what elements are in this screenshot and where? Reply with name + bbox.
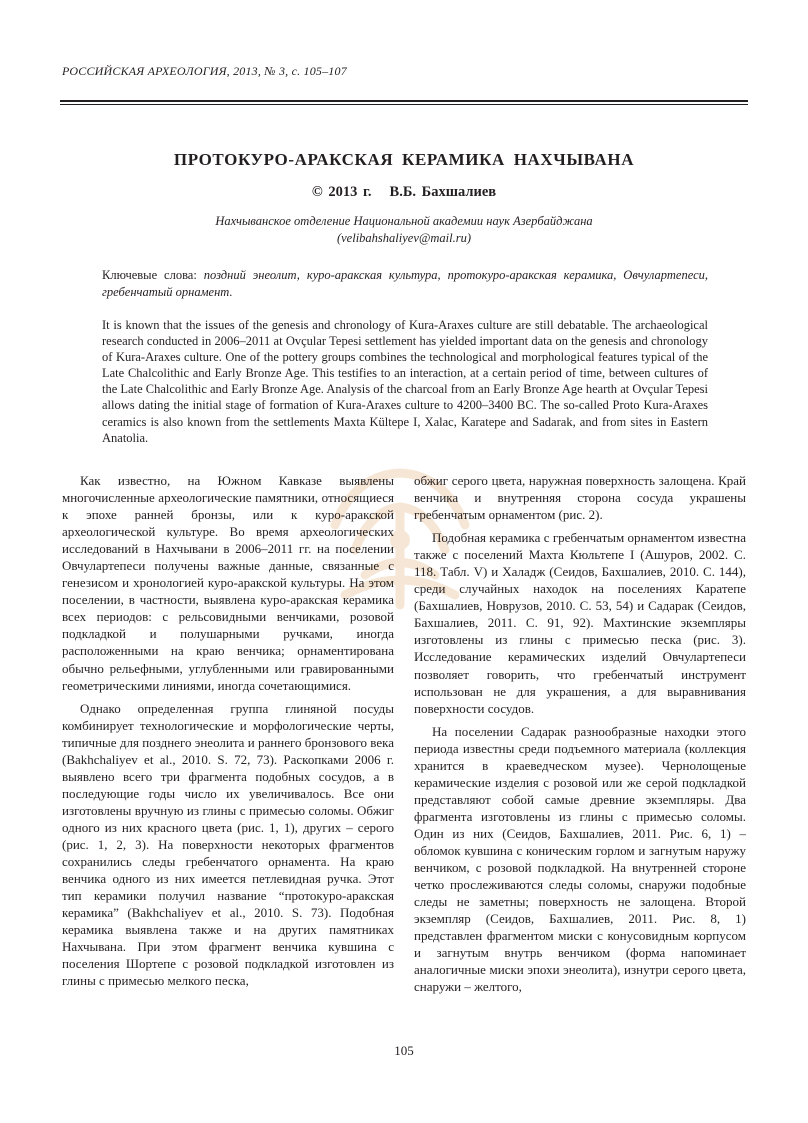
header-rule-thin <box>60 104 748 105</box>
body-paragraph: На поселении Садарак разнообразные находки этого периода известны среди подъемного материала (коллекция хранится в краеведческом музее). Чернолощеные керамические изделия с розовой или же серой подкладкой представляют собой самые древние экземпляры. Два фрагмента изготовлены из глины с примесью соломы. Один из них (Сеидов, Бахшалиев, 2011. Рис. 6, 1) – обломок кувшина с коническим горлом и загнутым наружу венчиком, с розовой подкладкой. На внутренней стороне четко прослеживаются следы соломы, снаружи подобные следы не заметны; поверхность не залощена. Второй экземпляр (Сеидов, Бахшалиев, 2011. Рис. 8, 1) представлен фрагментом миски с конусовидным корпусом и загнутым внутрь венчиком (форма напоминает аналогичные миски эпохи энеолита), изнутри серого цвета, снаружи – желтого, <box>414 723 746 995</box>
affiliation: Нахчыванское отделение Национальной академии наук Азербайджана <box>215 214 593 228</box>
article-title: ПРОТОКУРО-АРАКСКАЯ КЕРАМИКА НАХЧЫВАНА <box>173 150 635 169</box>
copyright-year: © 2013 г. <box>311 184 372 200</box>
running-head: РОССИЙСКАЯ АРХЕОЛОГИЯ, 2013, № 3, с. 105–107 <box>62 64 347 78</box>
author-name: В.Б. Бахшалиев <box>389 184 497 200</box>
byline <box>60 184 748 201</box>
body-paragraph: обжиг серого цвета, наружная поверхность залощена. Край венчика и внутренняя сторона сосуда украшены гребенчатым орнаментом (рис. 2). <box>414 473 746 523</box>
body-paragraph: Подобная керамика с гребенчатым орнаментом известна также с поселений Махта Кюльтепе I (Ашуров, 2002. С. 118. Табл. V) и Халадж (Сеидов, Бахшалиев, 2010. С. 144), среди случайных находок на поселениях Каратепе (Бахшалиев, Новрузов, 2010. С. 53, 54) и Садарак (Сеидов, Бахшалиев, 2011. С. 91, 92). Махтинские экземпляры изготовлены из глины с примесью песка (рис. 3). Исследование керамических изделий Овчулартепеси позволяет говорить, что гребенчатый инструмент использован не для украшения, а для выравнивания поверхности сосудов. <box>414 530 746 716</box>
body-column-right <box>414 472 746 1001</box>
header-rule-thick <box>60 100 748 102</box>
keywords-label: Ключевые слова: <box>102 268 197 282</box>
author-email: (velibahshaliyev@mail.ru) <box>336 231 472 245</box>
page-number: 105 <box>394 1043 414 1058</box>
body-paragraph: Как известно, на Южном Кавказе выявлены многочисленные археологические памятники, относящиеся к эпохе ранней бронзы, или к куро-аракской археологической культуре. Во время археологических исследований в Нахчывани в 2006–2011 гг. на поселении Овчулартепеси получены важные данные, связанные с генезисом и хронологией куро-аракской культуры. На этом поселении, в частности, выявлена куро-аракская керамика всех периодов: с рельсовидными венчиками, розовой подкладкой и полушарными ручками, иногда расположенными на краю венчика; орнаментирована обычно рельефными, углубленными или гравированными геометрическими линиями, иногда сочетающимися. <box>62 473 394 693</box>
body-paragraph: Однако определенная группа глиняной посуды комбинирует технологические и морфологические черты, типичные для позднего энеолита и раннего бронзового века (Bakhchaliyev et al., 2010. S. 72, 73). Раскопками 2006 г. выявлено всего три фрагмента подобных сосудов, а в последующие годы число их увеличивалось. Все они изготовлены вручную из глины с примесью соломы. Обжиг одного из них красного цвета (рис. 1, 1), других – серого (рис. 1, 2, 3). На поверхности некоторых фрагментов сохранились следы гребенчатого орнамента. На краю венчика одного из них имеется петлевидная ручка. Этот тип керамики получил название “протокуро-аракская керамика” (Bakhchaliyev et al., 2010. S. 73). Подобная керамика выявлена также и на других памятниках Нахчывана. При этом фрагмент венчика кувшина с поселения Шортепе с розовой подкладкой изготовлен из глины с примесью мелкого песка, <box>62 700 394 989</box>
keywords-block <box>102 267 708 301</box>
abstract: It is known that the issues of the genesis and chronology of Kura-Araxes culture are still debatable. The archaeological research conducted in 2006–2011 at Ovçular Tepesi settlement has yielded important data on the genesis and chronology of Kura-Araxes culture. One of the pottery groups combines the technological and morphological features typical of the Late Chalcolithic and Early Bronze Age. This testifies to an interaction, at a certain period of time, between cultures of the Late Chalcolithic and Early Bronze Age. Analysis of the charcoal from an Early Bronze Age hearth at Ovçular Tepesi allows dating the initial stage of formation of Kura-Araxes culture to 4200–3400 BC. The so-called Proto Kura-Araxes ceramics is also known from the settlements Maxta Kültepe I, Xalac, Karatepe and Sadarak, and from sites in Eastern Anatolia. <box>102 318 708 445</box>
body-column-left <box>62 472 394 995</box>
affiliation-block <box>60 213 748 247</box>
keywords-text: поздний энеолит, куро-аракская культура, протокуро-аракская керамика, Овчулартепеси, гребенчатый орнамент. <box>102 268 709 299</box>
